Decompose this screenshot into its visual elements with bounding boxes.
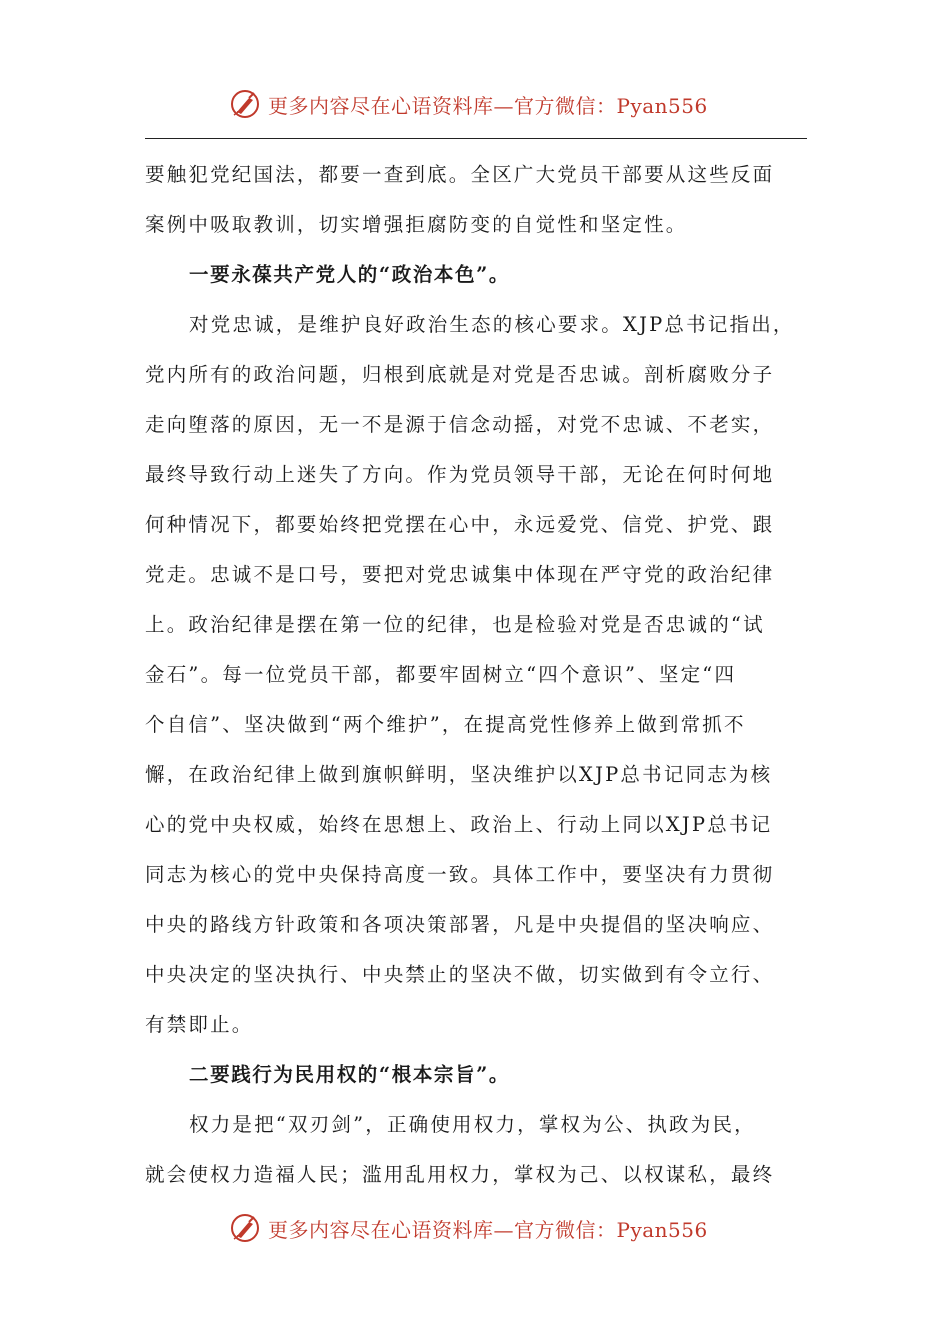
wechat-id: Pyan556 [616,1217,708,1242]
text-line: 案例中吸取教训，切实增强拒腐防变的自觉性和坚定性。 [145,213,688,236]
text-line: 中央决定的坚决执行、中央禁止的坚决不做，切实做到有令立行、 [145,963,775,986]
text-line: 就会使权力造福人民；滥用乱用权力，掌权为己、以权谋私，最终 [145,1163,775,1186]
text-line: 对党忠诚，是维护良好政治生态的核心要求。XJP总书记指出， [189,313,795,336]
text-line: 上。政治纪律是摆在第一位的纪律，也是检验对党是否忠诚的“试 [145,613,765,636]
text-line: 懈，在政治纪律上做到旗帜鲜明，坚决维护以XJP总书记同志为核 [145,763,773,786]
section-heading: 二要践行为民用权的“根本宗旨”。 [189,1063,511,1086]
banner-text: 更多内容尽在心语资料库—官方微信：Pyan556 [268,93,708,118]
text-line: 有禁即止。 [145,1013,254,1036]
text-line: 何种情况下，都要始终把党摆在心中，永远爱党、信党、护党、跟 [145,513,775,536]
section-heading: 一要永葆共产党人的“政治本色”。 [189,263,511,286]
wechat-id: Pyan556 [616,93,708,118]
text-line: 同志为核心的党中央保持高度一致。具体工作中，要坚决有力贯彻 [145,863,775,886]
pen-nib-logo-icon [228,87,262,121]
text-line: 心的党中央权威，始终在思想上、政治上、行动上同以XJP总书记 [145,813,773,836]
pen-nib-logo-icon [228,1211,262,1245]
text-line: 最终导致行动上迷失了方向。作为党员领导干部，无论在何时何地 [145,463,775,486]
text-line: 中央的路线方针政策和各项决策部署，凡是中央提倡的坚决响应、 [145,913,775,936]
text-line: 金石”。每一位党员干部，都要牢固树立“四个意识”、坚定“四 [145,663,737,686]
footer-watermark-banner [228,1210,728,1246]
header-watermark-banner [228,86,728,122]
text-line: 要触犯党纪国法，都要一查到底。全区广大党员干部要从这些反面 [145,163,775,186]
banner-text: 更多内容尽在心语资料库—官方微信：Pyan556 [268,1217,708,1242]
header-divider [145,138,807,139]
document-body [145,150,813,1200]
text-line: 党内所有的政治问题，归根到底就是对党是否忠诚。剖析腐败分子 [145,363,775,386]
text-line: 走向堕落的原因，无一不是源于信念动摇，对党不忠诚、不老实， [145,413,775,436]
text-line: 个自信”、坚决做到“两个维护”，在提高党性修养上做到常抓不 [145,713,746,736]
text-line: 权力是把“双刃剑”，正确使用权力，掌权为公、执政为民， [189,1113,756,1136]
text-line: 党走。忠诚不是口号，要把对党忠诚集中体现在严守党的政治纪律 [145,563,775,586]
